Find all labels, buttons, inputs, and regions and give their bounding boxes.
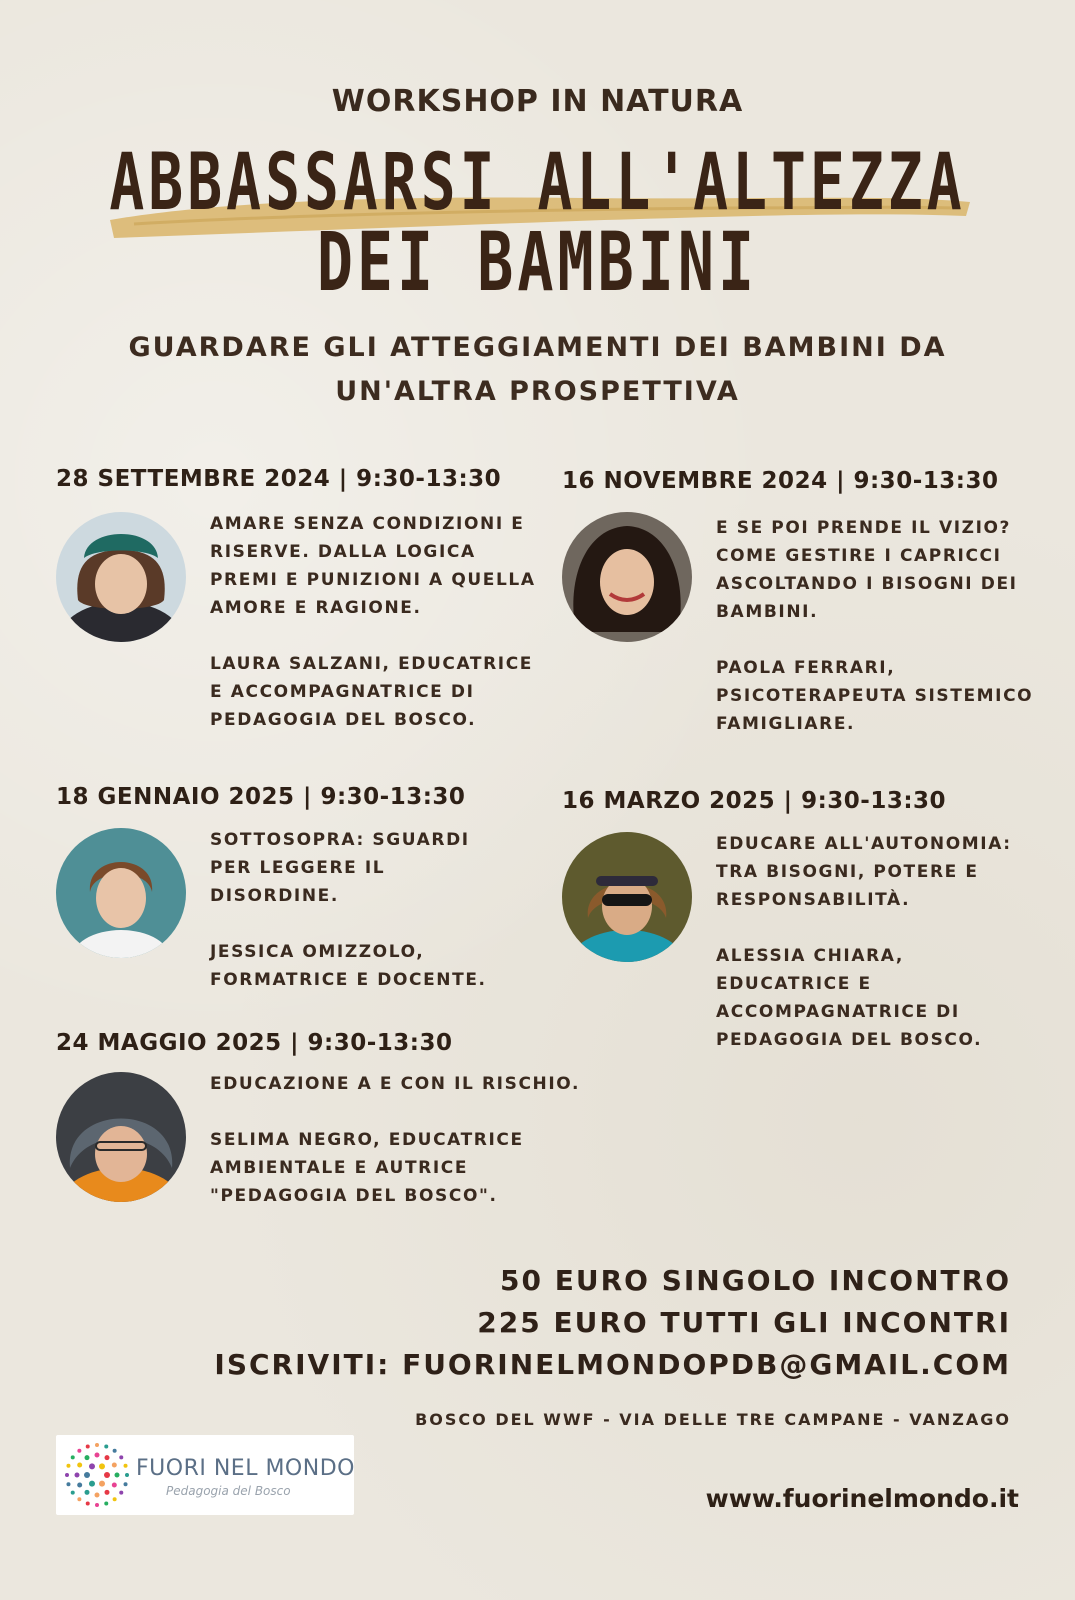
subtitle — [60, 326, 1015, 414]
subtitle-line-2: UN'ALTRA PROSPETTIVA — [335, 376, 740, 407]
event-3-date: 18 GENNAIO 2025 | 9:30-13:30 — [56, 784, 466, 810]
event-kicker: WORKSHOP IN NATURA — [331, 84, 744, 119]
title-line-2: DEI BAMBINI — [316, 215, 759, 311]
avatar-portrait-icon — [56, 1072, 186, 1202]
event-4-speaker: ALESSIA CHIARA, EDUCATRICE E ACCOMPAGNATRICE DI PEDAGOGIA DEL BOSCO. — [716, 946, 983, 1050]
event-1-date: 28 SETTEMBRE 2024 | 9:30-13:30 — [56, 466, 502, 492]
event-1-speaker: LAURA SALZANI, EDUCATRICE E ACCOMPAGNATRICE DI PEDAGOGIA DEL BOSCO. — [210, 654, 534, 730]
event-2-speaker: PAOLA FERRARI, PSICOTERAPEUTA SISTEMICO FAMIGLIARE. — [716, 658, 1034, 734]
event-3-speaker: JESSICA OMIZZOLO, FORMATRICE E DOCENTE. — [210, 942, 487, 990]
event-4-speaker-photo — [562, 832, 692, 962]
event-5-speaker-photo — [56, 1072, 186, 1202]
event-2-description — [716, 514, 1036, 738]
dot-mandala-icon — [62, 1442, 132, 1508]
event-3-description — [210, 826, 510, 994]
event-2-speaker-photo — [562, 512, 692, 642]
event-2-topic: E SE POI PRENDE IL VIZIO? COME GESTIRE I CAPRICCI ASCOLTANDO I BISOGNI DEI BAMBINI. — [716, 518, 1018, 622]
signup-email[interactable]: ISCRIVITI: FUORINELMONDOPDB@GMAIL.COM — [214, 1348, 1011, 1381]
event-3-topic: SOTTOSOPRA: SGUARDI PER LEGGERE IL DISORDINE. — [210, 830, 470, 906]
event-5-topic: EDUCAZIONE A E CON IL RISCHIO. — [210, 1074, 581, 1094]
event-1-speaker-photo — [56, 512, 186, 642]
event-5-description — [210, 1070, 600, 1210]
event-4-topic: EDUCARE ALL'AUTONOMIA: TRA BISOGNI, POTERE E RESPONSABILITÀ. — [716, 834, 1012, 910]
avatar-portrait-icon — [56, 828, 186, 958]
event-3-speaker-photo — [56, 828, 186, 958]
price-single: 50 EURO SINGOLO INCONTRO — [500, 1264, 1011, 1297]
event-4-date: 16 MARZO 2025 | 9:30-13:30 — [562, 788, 947, 814]
avatar-portrait-icon — [562, 832, 692, 962]
event-4-description — [716, 830, 1046, 1054]
subtitle-line-1: GUARDARE GLI ATTEGGIAMENTI DEI BAMBINI DA — [128, 332, 947, 363]
avatar-portrait-icon — [562, 512, 692, 642]
event-location: BOSCO DEL WWF - VIA DELLE TRE CAMPANE - VANZAGO — [415, 1410, 1011, 1429]
website-link[interactable]: www.fuorinelmondo.it — [705, 1484, 1019, 1513]
event-5-date: 24 MAGGIO 2025 | 9:30-13:30 — [56, 1030, 453, 1056]
event-2-date: 16 NOVEMBRE 2024 | 9:30-13:30 — [562, 468, 999, 494]
event-1-topic: AMARE SENZA CONDIZIONI E RISERVE. DALLA LOGICA PREMI E PUNIZIONI A QUELLA AMORE E RAGIONE. — [210, 514, 536, 618]
title-line-1: ABBASSARSI ALL'ALTEZZA — [109, 136, 966, 228]
price-all: 225 EURO TUTTI GLI INCONTRI — [477, 1306, 1011, 1339]
avatar-portrait-icon — [56, 512, 186, 642]
event-5-speaker: SELIMA NEGRO, EDUCATRICE AMBIENTALE E AUTRICE "PEDAGOGIA DEL BOSCO". — [210, 1130, 524, 1206]
logo-tagline: Pedagogia del Bosco — [166, 1484, 291, 1498]
event-1-description — [210, 510, 545, 734]
logo-name: FUORI NEL MONDO — [136, 1456, 355, 1481]
